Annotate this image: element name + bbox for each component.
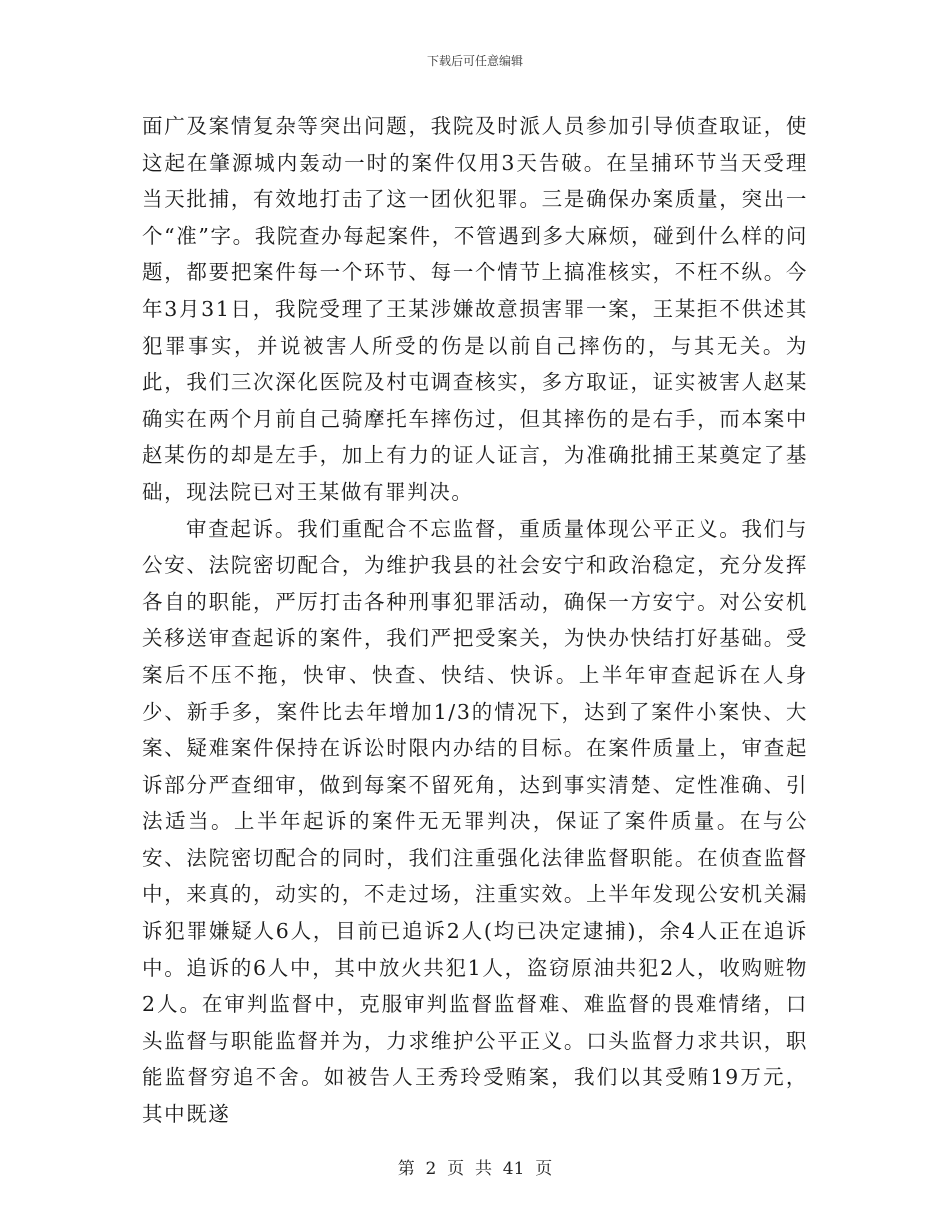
header-note: 下载后可任意编辑 (426, 54, 523, 68)
document-body (142, 108, 808, 1133)
paragraph-2: 审查起诉。我们重配合不忘监督，重质量体现公平正义。我们与公安、法院密切配合，为维护我县的社会安宁和政治稳定，充分发挥各自的职能，严厉打击各种刑事犯罪活动，确保一方安宁。对公安机关移送审查起诉的案件，我们严把受案关，为快办快结打好基础。受案后不压不拖，快审、快查、快结、快诉。上半年审查起诉在人身少、新手多，案件比去年增加1/3的情况下，达到了案件小案快、大案、疑难案件保持在诉讼时限内办结的目标。在案件质量上，审查起诉部分严查细审，做到每案不留死角，达到事实清楚、定性准确、引法适当。上半年起诉的案件无无罪判决，保证了案件质量。在与公安、法院密切配合的同时，我们注重强化法律监督职能。在侦查监督中，来真的，动实的，不走过场，注重实效。上半年发现公安机关漏诉犯罪嫌疑人6人，目前已追诉2人(均已决定逮捕)，余4人正在追诉中。追诉的6人中，其中放火共犯1人，盗窃原油共犯2人，收购赃物2人。在审判监督中，克服审判监督监督难、难监督的畏难情绪，口头监督与职能监督并为，力求维护公平正义。口头监督力求共识，职能监督穷追不舍。如被告人王秀玲受贿案，我们以其受贿19万元，其中既遂 (142, 516, 808, 1127)
page-number: 第 2 页 共 41 页 (397, 1159, 553, 1179)
paragraph-1: 面广及案情复杂等突出问题，我院及时派人员参加引导侦查取证，使这起在肇源城内轰动一时的案件仅用3天告破。在呈捕环节当天受理当天批捕，有效地打击了这一团伙犯罪。三是确保办案质量，突出一个“准”字。我院查办每起案件，不管遇到多大麻烦，碰到什么样的问题，都要把案件每一个环节、每一个情节上搞准核实，不枉不纵。今年3月31日，我院受理了王某涉嫌故意损害罪一案，王某拒不供述其犯罪事实，并说被害人所受的伤是以前自己摔伤的，与其无关。为此，我们三次深化医院及村屯调查核实，多方取证，证实被害人赵某确实在两个月前自己骑摩托车摔伤过，但其摔伤的是右手，而本案中赵某伤的却是左手，加上有力的证人证言，为准确批捕王某奠定了基础，现法院已对王某做有罪判决。 (142, 114, 808, 504)
